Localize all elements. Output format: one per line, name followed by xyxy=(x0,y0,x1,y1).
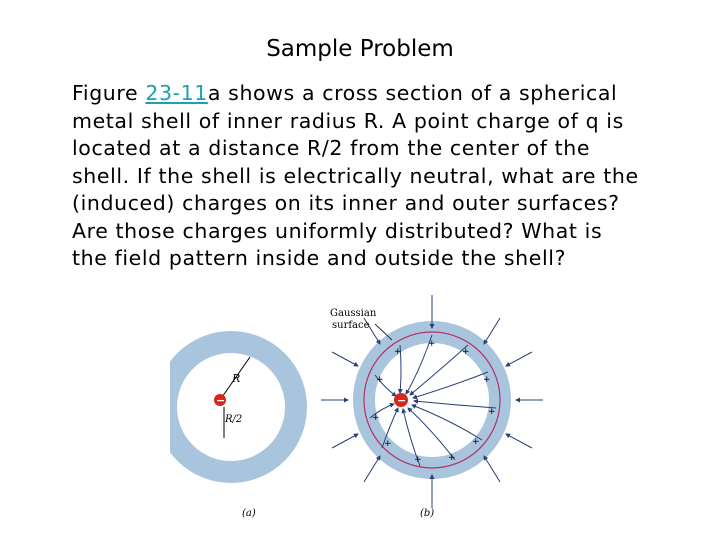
charge-symbol-b: − xyxy=(397,394,407,407)
svg-text:+: + xyxy=(428,339,436,349)
problem-body: a shows a cross section of a spherical metal shell of inner radius R. A point charge of q is located at a distance R/2 from the center of the shell. If the shell is electrically neutral, what are the (induced) charges on its inner and outer surfaces? Are those charges uniformly distributed? What is the field pattern inside and outside the shell? xyxy=(72,81,639,270)
gaussian-label-line2: surface xyxy=(332,320,370,331)
svg-text:+: + xyxy=(414,455,422,465)
svg-text:+: + xyxy=(488,407,496,417)
charge-symbol-a: − xyxy=(216,394,226,407)
caption-a: (a) xyxy=(242,508,256,519)
shell-a xyxy=(170,342,296,472)
problem-prefix: Figure xyxy=(72,81,146,105)
svg-text:+: + xyxy=(448,453,456,463)
svg-text:+: + xyxy=(394,347,402,357)
panel-a xyxy=(170,342,296,519)
svg-text:+: + xyxy=(472,437,480,447)
svg-text:+: + xyxy=(483,375,491,385)
gaussian-pointer xyxy=(375,324,392,340)
half-radius-label: R/2 xyxy=(225,414,243,425)
gaussian-label-line1: Gaussian xyxy=(330,308,377,319)
caption-b: (b) xyxy=(420,508,435,519)
slide-title: Sample Problem xyxy=(266,36,454,62)
svg-text:+: + xyxy=(372,413,380,423)
figure-23-11 xyxy=(170,290,690,540)
panel-b xyxy=(321,295,543,519)
problem-text xyxy=(72,80,692,273)
radius-label: R xyxy=(232,372,241,385)
svg-text:+: + xyxy=(376,375,384,385)
figure-svg xyxy=(170,290,690,540)
svg-text:+: + xyxy=(462,347,470,357)
svg-text:+: + xyxy=(384,439,392,449)
figure-link[interactable]: 23-11 xyxy=(145,81,208,105)
